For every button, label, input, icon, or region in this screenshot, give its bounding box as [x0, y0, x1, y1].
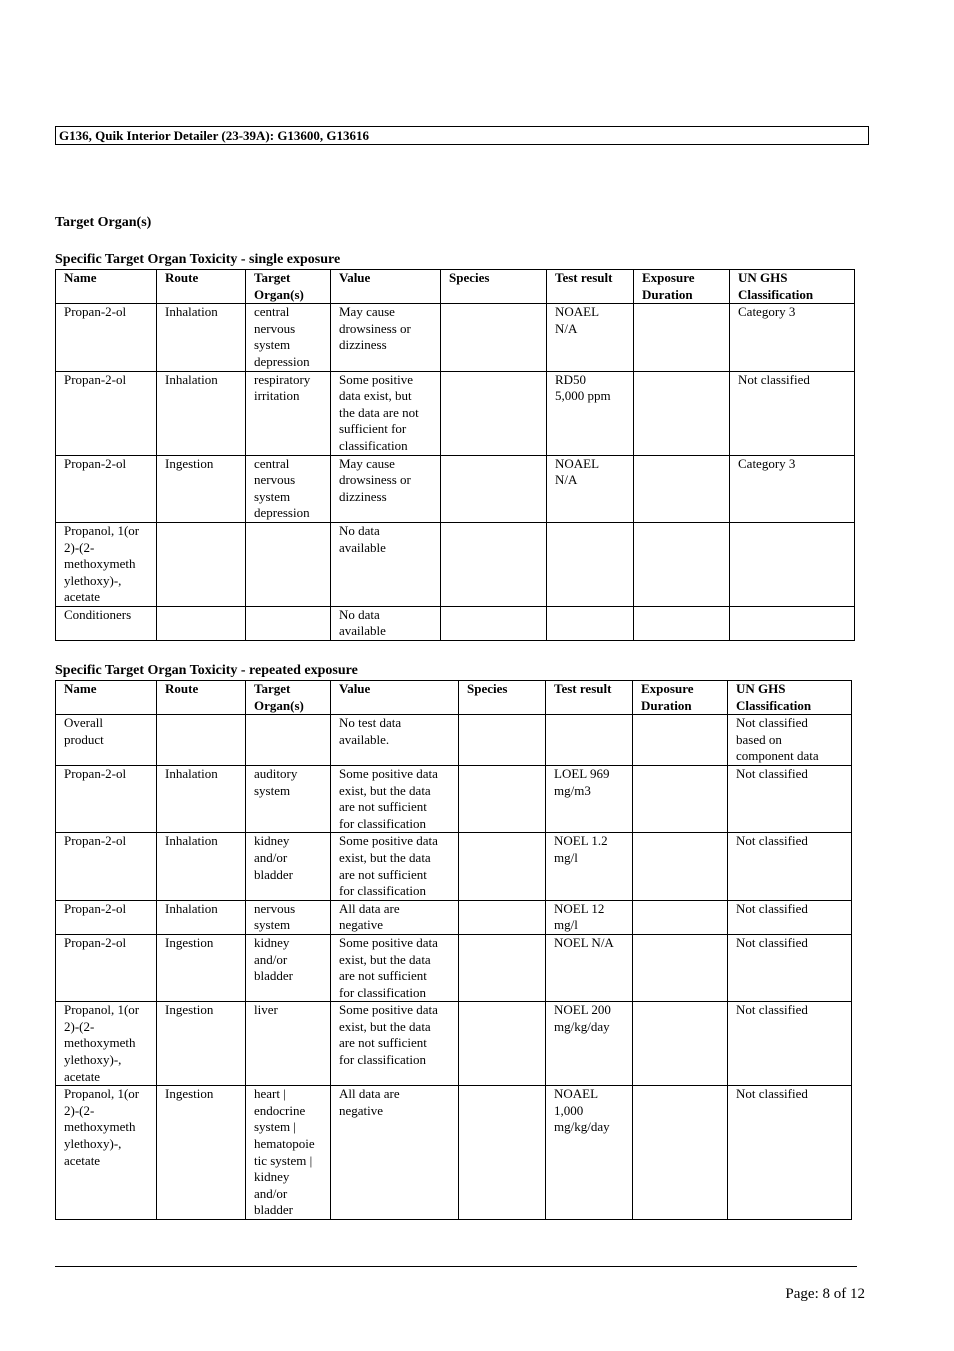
column-header: Test result [546, 681, 633, 715]
table-cell: Some positive data exist, but the data are not sufficient for classification [331, 833, 459, 900]
table-cell [547, 522, 634, 606]
table-cell [634, 371, 730, 455]
page-number: Page: 8 of 12 [785, 1286, 865, 1302]
table-cell [459, 715, 546, 766]
column-header: Exposure Duration [634, 270, 730, 304]
table-cell [157, 715, 246, 766]
table-cell: Category 3 [730, 455, 855, 522]
table-cell [459, 1086, 546, 1220]
table-cell [441, 606, 547, 640]
table-cell [157, 522, 246, 606]
column-header: Route [157, 681, 246, 715]
table-row [56, 304, 855, 371]
table-cell: kidney and/or bladder [246, 833, 331, 900]
column-header: Target Organ(s) [246, 681, 331, 715]
table-cell [441, 371, 547, 455]
table-cell: Propanol, 1(or 2)-(2- methoxymeth ylethoxy)-, acetate [56, 522, 157, 606]
table-row [56, 1086, 852, 1220]
column-header: Value [331, 681, 459, 715]
column-header: Test result [547, 270, 634, 304]
table-cell: Not classified [728, 1002, 852, 1086]
table-cell: Ingestion [157, 1086, 246, 1220]
table-cell: Propanol, 1(or 2)-(2- methoxymeth ylethoxy)-, acetate [56, 1086, 157, 1220]
single-exposure-title: Specific Target Organ Toxicity - single exposure [55, 252, 341, 267]
table-row [56, 455, 855, 522]
table-cell: liver [246, 1002, 331, 1086]
table-cell [547, 606, 634, 640]
table-cell [459, 765, 546, 832]
table-cell [459, 900, 546, 934]
table-cell: NOAEL N/A [547, 455, 634, 522]
table-cell: Propan-2-ol [56, 765, 157, 832]
table-cell: Conditioners [56, 606, 157, 640]
table-header-row [56, 681, 852, 715]
table-cell: NOAEL 1,000 mg/kg/day [546, 1086, 633, 1220]
table-cell: Some positive data exist, but the data are not sufficient for classification [331, 371, 441, 455]
table-cell: Some positive data exist, but the data are not sufficient for classification [331, 765, 459, 832]
table-cell: Overall product [56, 715, 157, 766]
table-cell: Ingestion [157, 934, 246, 1001]
table-cell: May cause drowsiness or dizziness [331, 304, 441, 371]
table-cell: heart | endocrine system | hematopoie tic system | kidney and/or bladder [246, 1086, 331, 1220]
table-cell: All data are negative [331, 900, 459, 934]
table-cell: RD50 5,000 ppm [547, 371, 634, 455]
table-cell [634, 304, 730, 371]
table-cell: Not classified based on component data [728, 715, 852, 766]
table-cell: central nervous system depression [246, 304, 331, 371]
table-cell: Inhalation [157, 765, 246, 832]
table-cell: Propan-2-ol [56, 371, 157, 455]
table-cell: LOEL 969 mg/m3 [546, 765, 633, 832]
table-row [56, 900, 852, 934]
table-cell [633, 934, 728, 1001]
table-cell: central nervous system depression [246, 455, 331, 522]
table-cell [633, 833, 728, 900]
table-cell: Inhalation [157, 371, 246, 455]
table-cell [634, 455, 730, 522]
table-cell [246, 522, 331, 606]
table-cell: Propanol, 1(or 2)-(2- methoxymeth ylethoxy)-, acetate [56, 1002, 157, 1086]
table-header-row [56, 270, 855, 304]
table-cell: NOEL 1.2 mg/l [546, 833, 633, 900]
table-cell [633, 1002, 728, 1086]
column-header: Name [56, 681, 157, 715]
table-cell: nervous system [246, 900, 331, 934]
table-cell: Propan-2-ol [56, 455, 157, 522]
table-cell: NOEL 200 mg/kg/day [546, 1002, 633, 1086]
table-cell: Propan-2-ol [56, 304, 157, 371]
table-cell [633, 1086, 728, 1220]
table-cell: Category 3 [730, 304, 855, 371]
column-header: Exposure Duration [633, 681, 728, 715]
table-cell: Not classified [728, 934, 852, 1001]
table-cell [730, 522, 855, 606]
table-cell: Ingestion [157, 1002, 246, 1086]
column-header: Species [441, 270, 547, 304]
table-cell: kidney and/or bladder [246, 934, 331, 1001]
table-cell: NOAEL N/A [547, 304, 634, 371]
table-cell: NOEL 12 mg/l [546, 900, 633, 934]
table-cell: Not classified [728, 900, 852, 934]
table-cell [633, 715, 728, 766]
table-cell: Not classified [728, 1086, 852, 1220]
column-header: Name [56, 270, 157, 304]
table-cell [546, 715, 633, 766]
table-cell: Propan-2-ol [56, 833, 157, 900]
column-header: Route [157, 270, 246, 304]
table-cell [459, 833, 546, 900]
column-header: Species [459, 681, 546, 715]
table-cell [157, 606, 246, 640]
table-cell [459, 1002, 546, 1086]
table-row [56, 765, 852, 832]
table-row [56, 833, 852, 900]
table-cell: All data are negative [331, 1086, 459, 1220]
table-cell [246, 715, 331, 766]
column-header: Target Organ(s) [246, 270, 331, 304]
repeated-exposure-title: Specific Target Organ Toxicity - repeated exposure [55, 663, 358, 678]
table-cell [441, 455, 547, 522]
table-cell [633, 765, 728, 832]
table-cell: May cause drowsiness or dizziness [331, 455, 441, 522]
table-cell [246, 606, 331, 640]
table-cell [634, 606, 730, 640]
table-row [56, 934, 852, 1001]
table-cell: NOEL N/A [546, 934, 633, 1001]
table-row [56, 606, 855, 640]
table-cell: auditory system [246, 765, 331, 832]
table-cell: Inhalation [157, 833, 246, 900]
table-cell: No test data available. [331, 715, 459, 766]
table-cell: Not classified [728, 833, 852, 900]
table-cell: No data available [331, 606, 441, 640]
table-cell: Inhalation [157, 304, 246, 371]
table-cell [730, 606, 855, 640]
repeated-exposure-table [55, 680, 852, 1220]
column-header: Value [331, 270, 441, 304]
table-cell: Inhalation [157, 900, 246, 934]
table-row [56, 371, 855, 455]
footer-divider [55, 1266, 857, 1267]
table-cell: Not classified [728, 765, 852, 832]
table-cell: respiratory irritation [246, 371, 331, 455]
table-cell [459, 934, 546, 1001]
table-cell [634, 522, 730, 606]
single-exposure-table [55, 269, 855, 641]
table-cell [633, 900, 728, 934]
table-cell: Propan-2-ol [56, 934, 157, 1001]
table-cell: Ingestion [157, 455, 246, 522]
table-cell [441, 522, 547, 606]
table-cell: Not classified [730, 371, 855, 455]
column-header: UN GHS Classification [728, 681, 852, 715]
table-row [56, 522, 855, 606]
table-cell: Some positive data exist, but the data are not sufficient for classification [331, 934, 459, 1001]
section-title: Target Organ(s) [55, 215, 152, 230]
column-header: UN GHS Classification [730, 270, 855, 304]
table-cell [441, 304, 547, 371]
table-row [56, 1002, 852, 1086]
table-cell: Propan-2-ol [56, 900, 157, 934]
table-cell: No data available [331, 522, 441, 606]
table-cell: Some positive data exist, but the data are not sufficient for classification [331, 1002, 459, 1086]
table-row [56, 715, 852, 766]
document-header: G136, Quik Interior Detailer (23-39A): G13600, G13616 [55, 126, 869, 145]
